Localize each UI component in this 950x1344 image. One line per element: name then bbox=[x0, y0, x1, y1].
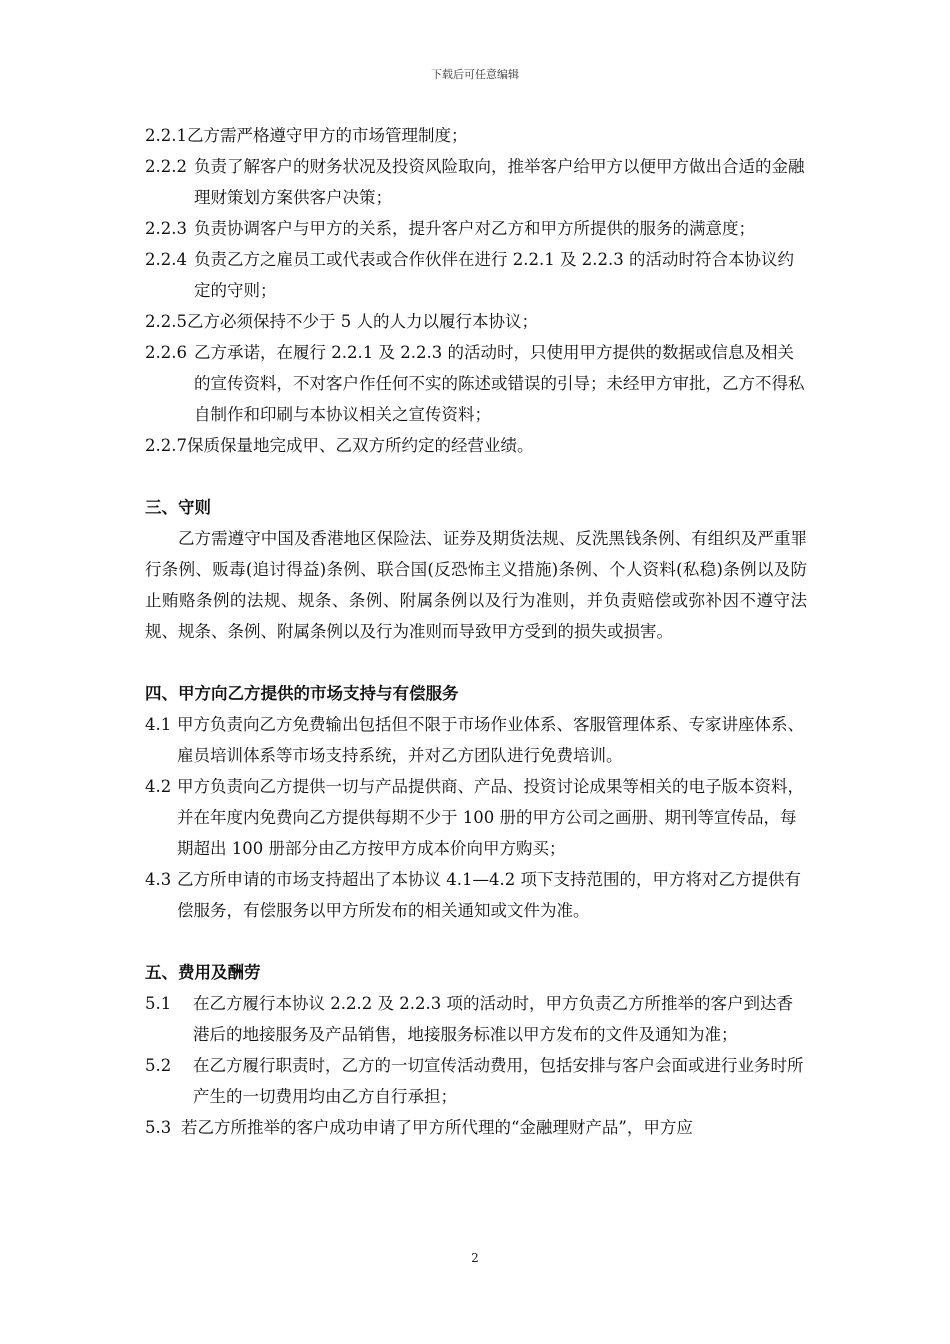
document-body bbox=[145, 120, 807, 1143]
clause-5-2 bbox=[145, 1050, 807, 1112]
clause-text: 负责乙方之雇员工或代表或合作伙伴在进行 2.2.1 及 2.2.3 的活动时符合本协议约定的守则； bbox=[194, 250, 794, 300]
clause-text: 甲方负责向乙方提供一切与产品提供商、产品、投资讨论成果等相关的电子版本资料，并在年度内免费向乙方提供每期不少于 100 册的甲方公司之画册、期刊等宣传品，每期超出 100 册部分由乙方按甲方成本价向甲方购买； bbox=[177, 777, 804, 858]
clause-number: 2.2.2 bbox=[145, 157, 187, 176]
section-heading-fees: 五、费用及酬劳 bbox=[145, 963, 261, 982]
clause-number: 4.2 bbox=[145, 777, 172, 796]
clause-number: 2.2.5 bbox=[145, 312, 187, 331]
clause-number: 4.3 bbox=[145, 870, 172, 889]
clause-text: 负责协调客户与甲方的关系，提升客户对乙方和甲方所提供的服务的满意度； bbox=[194, 219, 755, 238]
clause-5-3 bbox=[145, 1112, 807, 1143]
section-heading-market-support: 四、甲方向乙方提供的市场支持与有偿服务 bbox=[145, 684, 459, 703]
section-paragraph-rules: 乙方需遵守中国及香港地区保险法、证券及期货法规、反洗黑钱条例、有组织及严重罪行条例、贩毒(追讨得益)条例、联合国(反恐怖主义措施)条例、个人资料(私稳)条例以及防止贿赂条例的法规、规条、条例、附属条例以及行为准则，并负责赔偿或弥补因不遵守法规、规条、条例、附属条例以及行为准则而导致甲方受到的损失或损害。 bbox=[145, 529, 807, 641]
clause-number: 2.2.6 bbox=[145, 343, 187, 362]
clause-number: 2.2.3 bbox=[145, 219, 187, 238]
clause-text: 甲方负责向乙方免费输出包括但不限于市场作业体系、客服管理体系、专家讲座体系、雇员培训体系等市场支持系统，并对乙方团队进行免费培训。 bbox=[177, 715, 804, 765]
clause-4-3 bbox=[145, 864, 807, 926]
clause-number: 2.2.1 bbox=[145, 126, 187, 145]
clause-number: 5.3 bbox=[145, 1118, 172, 1137]
clause-text: 保质保量地完成甲、乙双方所约定的经营业绩。 bbox=[187, 436, 534, 455]
clause-number: 2.2.7 bbox=[145, 436, 187, 455]
section-heading-rules: 三、守则 bbox=[145, 498, 211, 517]
clause-2-2-6 bbox=[145, 337, 807, 430]
clause-text: 乙方需严格遵守甲方的市场管理制度； bbox=[187, 126, 468, 145]
clause-2-2-4 bbox=[145, 244, 807, 306]
clause-number: 4.1 bbox=[145, 715, 172, 734]
clause-text: 若乙方所推举的客户成功申请了甲方所代理的“金融理财产品”，甲方应 bbox=[181, 1118, 693, 1137]
clause-text: 在乙方履行职责时，乙方的一切宣传活动费用，包括安排与客户会面或进行业务时所产生的一切费用均由乙方自行承担； bbox=[193, 1056, 804, 1106]
clause-text: 在乙方履行本协议 2.2.2 及 2.2.3 项的活动时，甲方负责乙方所推举的客户到达香港后的地接服务及产品销售，地接服务标准以甲方发布的文件及通知为准； bbox=[193, 994, 793, 1044]
clause-number: 5.2 bbox=[145, 1056, 172, 1075]
clause-2-2-7 bbox=[145, 430, 807, 461]
clause-number: 5.1 bbox=[145, 994, 172, 1013]
clause-text: 乙方承诺，在履行 2.2.1 及 2.2.3 的活动时，只使用甲方提供的数据或信息及相关的宣传资料，不对客户作任何不实的陈述或错误的引导；未经甲方审批，乙方不得私自制作和印刷与本协议相关之宣传资料； bbox=[194, 343, 805, 424]
clause-2-2-5 bbox=[145, 306, 807, 337]
page-header: 下载后可任意编辑 bbox=[431, 68, 519, 81]
clause-2-2-2 bbox=[145, 151, 807, 213]
clause-2-2-3 bbox=[145, 213, 807, 244]
clause-text: 乙方必须保持不少于 5 人的人力以履行本协议； bbox=[187, 312, 538, 331]
clause-text: 负责了解客户的财务状况及投资风险取向，推举客户给甲方以便甲方做出合适的金融理财策划方案供客户决策； bbox=[194, 157, 805, 207]
page-number: 2 bbox=[471, 1251, 479, 1265]
clause-text: 乙方所申请的市场支持超出了本协议 4.1—4.2 项下支持范围的，甲方将对乙方提供有偿服务，有偿服务以甲方所发布的相关通知或文件为准。 bbox=[177, 870, 801, 920]
clause-4-1 bbox=[145, 709, 807, 771]
clause-number: 2.2.4 bbox=[145, 250, 187, 269]
clause-2-2-1 bbox=[145, 120, 807, 151]
clause-5-1 bbox=[145, 988, 807, 1050]
clause-4-2 bbox=[145, 771, 807, 864]
